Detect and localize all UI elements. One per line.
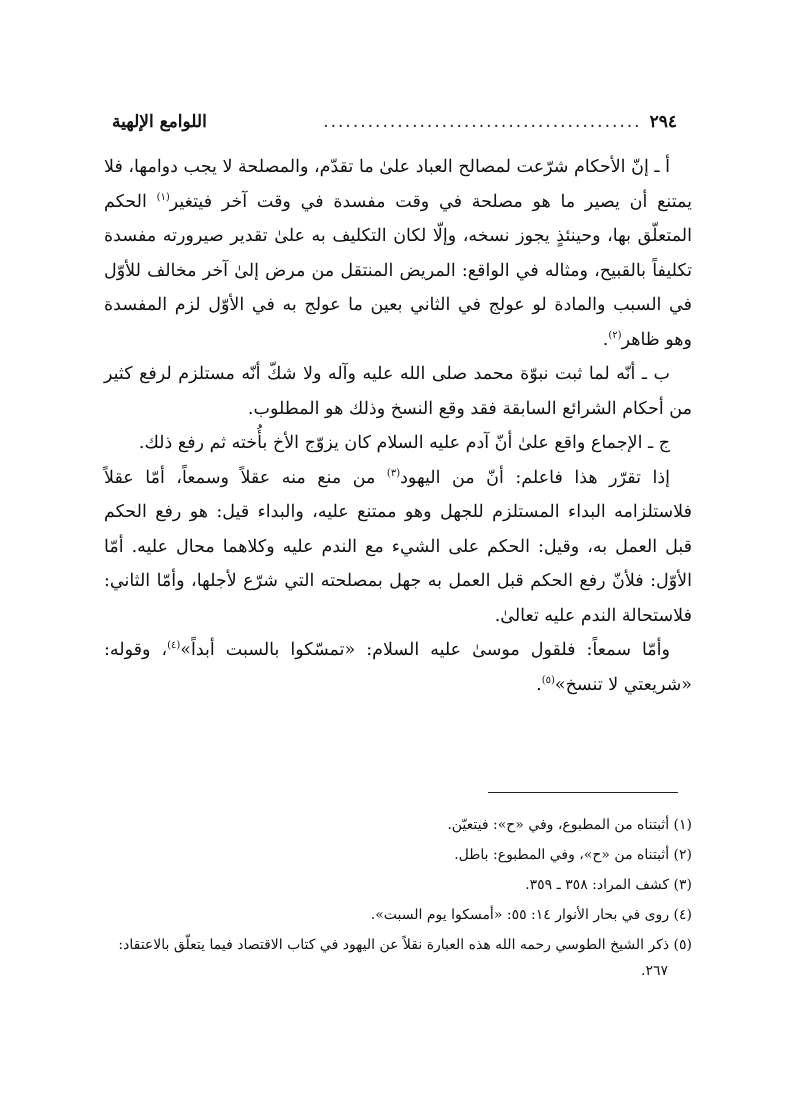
paragraph-d-continuation: من منع منه عقلاً وسمعاً، أمّا عقلاً فلاستلزامه البداء المستلزم للجهل وهو ممتنع عليه، والبداء قيل: هو رفع الحكم قبل العمل به، وقيل: الحكم على الشيء مع الندم عليه وكلاهما محال عليه. أمّا الأوّل: فلأنّ رفع الحكم قبل العمل به جهل بمصلحته التي شرّع لأجلها، وأمّا الثاني: فلاستحالة الندم عليه تعالىٰ.	[104, 467, 692, 626]
footnote-ref-5: (٥)	[541, 674, 555, 686]
footnote-2: (٢) أثبتناه من «ح»، وفي المطبوع: باطل.	[454, 847, 692, 863]
paragraph-e-continuation: ، وقوله: «شريعتي لا تنسخ»	[104, 640, 692, 695]
book-title: اللوامع الإلهية	[112, 112, 207, 132]
paragraph-d-text: إذا تقرّر هذا فاعلم: أنّ من اليهود	[400, 467, 670, 488]
footnotes	[100, 812, 692, 988]
paragraph-a-continuation: الحكم المتعلّق بها، وحينئذٍ يجوز نسخه، وإلّا لكان التكليف به علىٰ تقدير صيرورته مفسدة تكليفاً بالقبيح، ومثاله في الواقع: المريض المنتقل من مرض إلىٰ آخر مخالف للأوّل في السبب والمادة لو عولج في الثاني بعين ما عولج به في الأوّل لزم المفسدة وهو ظاهر	[104, 191, 692, 350]
footnote-3: (٣) كشف المراد: ٣٥٨ ـ ٣٥٩.	[525, 877, 692, 893]
footnote-5: (٥) ذكر الشيخ الطوسي رحمه الله هذه العبارة نقلاً عن اليهود في كتاب الاقتصاد فيما يتعلّق بالاعتقاد: ٢٦٧.	[118, 937, 692, 979]
running-header	[112, 112, 677, 142]
period: .	[602, 329, 609, 350]
footnote-ref-3: (٣)	[386, 467, 401, 479]
paragraph-e	[104, 633, 692, 702]
page-number: ٢٩٤	[649, 112, 677, 132]
footnote-1: (١) أثبتناه من المطبوع، وفي «ح»: فيتعيّن.	[447, 817, 692, 833]
footnote-4: (٤) روى في بحار الأنوار ١٤: ٥٥: «أمسكوا يوم السبت».	[370, 907, 692, 923]
paragraph-b: ب ـ أنّه لما ثبت نبوّة محمد صلى الله عليه وآله ولا شكّ أنّه مستلزم لرفع كثير من أحكام الشرائع السابقة فقد وقع النسخ وذلك هو المطلوب.	[104, 364, 692, 419]
footnote-ref-2: (٢)	[608, 329, 622, 341]
main-text	[104, 150, 692, 702]
footnote-separator	[488, 792, 678, 793]
period: .	[536, 674, 542, 695]
paragraph-a	[104, 150, 692, 357]
header-leader-dots: ...........................................	[323, 112, 642, 132]
paragraph-e-text: وأمّا سمعاً: فلقول موسىٰ عليه السلام: «تمسّكوا بالسبت أبداً»	[180, 640, 670, 660]
paragraph-c: ج ـ الإجماع واقع علىٰ أنّ آدم عليه السلام كان يزوّج الأخ بأُخته ثم رفع ذلك.	[138, 433, 670, 453]
paragraph-d	[104, 461, 692, 634]
footnote-ref-4: (٤)	[167, 640, 181, 652]
paragraph-a-text: أ ـ إنّ الأحكام شرّعت لمصالح العباد علىٰ ما تقدّم، والمصلحة لا يجب دوامها، فلا يمتنع أن يصير ما هو مصلحة في وقت مفسدة في وقت آخر فيتغير	[104, 157, 692, 212]
footnote-ref-1: (١)	[156, 191, 170, 203]
